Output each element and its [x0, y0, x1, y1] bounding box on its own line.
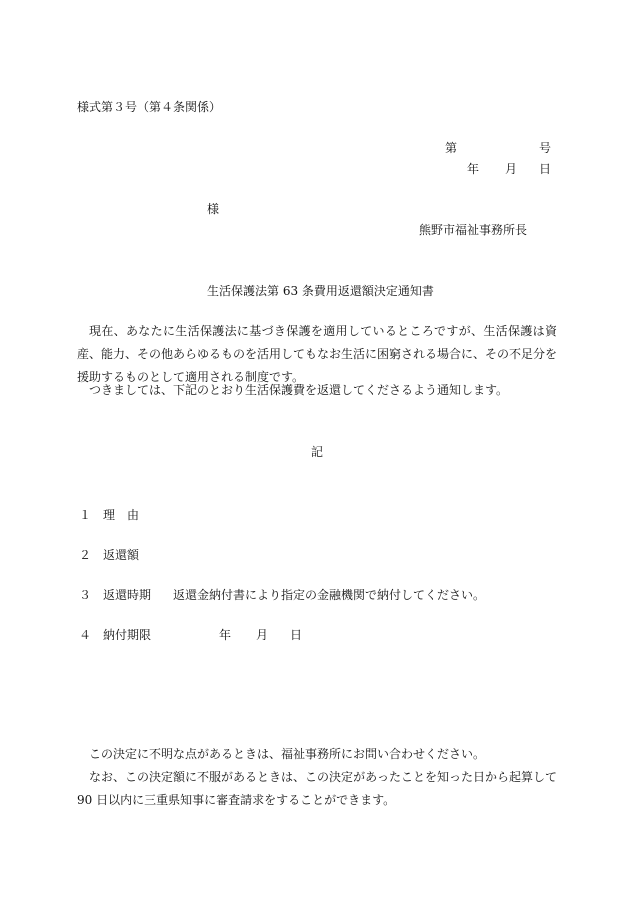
body-paragraph-1: 現在、あなたに生活保護法に基づき保護を適用しているところですが、生活保護は資産、能力、その他あらゆるものを活用してもなお生活に困窮される場合に、その不足分を援助するものとして適用される制度です。	[77, 324, 558, 384]
deadline-year: 年	[219, 628, 232, 642]
item-label: 返還額	[103, 548, 140, 562]
item-row-1	[79, 509, 139, 521]
item-label: 理 由	[103, 508, 140, 522]
date-month: 月	[505, 162, 518, 176]
document-title: 生活保護法第 63 条費用返還額決定通知書	[207, 284, 434, 298]
item-row-2	[79, 549, 139, 561]
deadline-day: 日	[290, 628, 303, 642]
item-number: ４	[79, 628, 92, 642]
item-number: １	[79, 508, 92, 522]
form-label: 様式第３号（第４条関係）	[77, 100, 222, 114]
ki-label: 記	[311, 445, 324, 459]
footer-paragraph-2: なお、この決定額に不服があるときは、この決定があったことを知った日から起算して 90 日以内に三重県知事に審査請求をすることができます。	[77, 770, 557, 807]
addressee-suffix: 様	[207, 202, 220, 216]
item-label: 返還時期	[103, 588, 152, 602]
number-prefix: 第	[445, 141, 458, 155]
footer-paragraph-1: この決定に不明な点があるときは、福祉事務所にお問い合わせください。	[89, 747, 486, 761]
date-day: 日	[539, 162, 552, 176]
item-number: ２	[79, 548, 92, 562]
item-row-3	[79, 589, 151, 601]
item-number: ３	[79, 588, 92, 602]
issuer-name: 熊野市福祉事務所長	[419, 223, 528, 237]
date-year: 年	[467, 162, 480, 176]
item-row-4	[79, 629, 151, 641]
number-suffix: 号	[539, 141, 552, 155]
item-label: 納付期限	[103, 628, 152, 642]
body-paragraph-2: つきましては、下記のとおり生活保護費を返還してくださるよう通知します。	[89, 383, 509, 397]
item-value: 返還金納付書により指定の金融機関で納付してください。	[173, 588, 486, 602]
deadline-month: 月	[256, 628, 269, 642]
